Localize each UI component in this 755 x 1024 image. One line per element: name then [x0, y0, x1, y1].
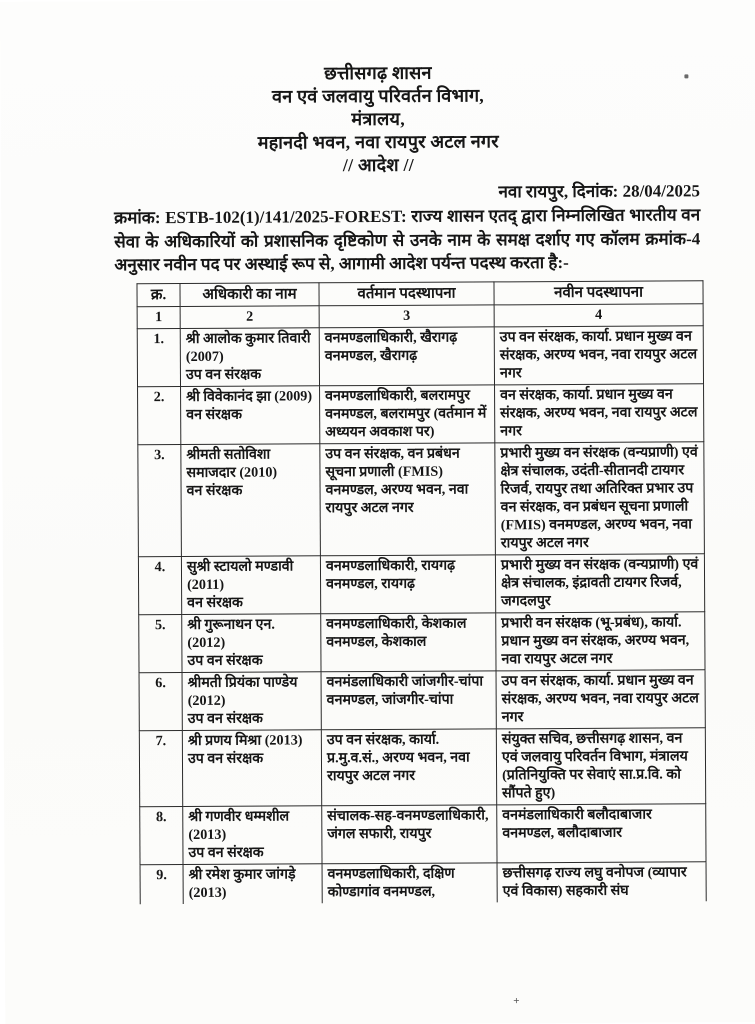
cell-new-posting: प्रभारी वन संरक्षक (भू-प्रबंध), कार्या. प्रधान मुख्य वन संरक्षक, अरण्य भवन, नवा रायपुर अटल नगर: [496, 611, 705, 670]
cell-sr: 7.: [139, 730, 182, 806]
cell-current-posting: वनमंडलाधिकारी जांजगीर-चांपा वनमण्डल, जांजगीर-चांपा: [321, 670, 496, 729]
scan-speck-artifact: [684, 74, 688, 78]
cell-new-posting: वनमंडलाधिकारी बलौदाबाजार वनमण्डल, बलौदाबाजार: [497, 803, 706, 862]
cell-sr: 4.: [138, 556, 181, 614]
cell-current-posting: वनमण्डलाधिकारी, रायगढ़ वनमण्डल, रायगढ़: [320, 554, 495, 613]
cell-sr: 8.: [140, 806, 183, 864]
table-row: [139, 669, 705, 730]
col-header-new-posting: नवीन पदस्थापना: [494, 280, 703, 304]
cell-officer-name: श्री प्रणय मिश्रा (2013) उप वन संरक्षक: [182, 729, 321, 806]
cell-current-posting: वनमण्डलाधिकारी, खैरागढ़ वनमण्डल, खैरागढ़: [319, 326, 494, 385]
cell-sr: 5.: [139, 614, 182, 672]
table-row: [140, 861, 706, 903]
table-header-row: [137, 280, 703, 306]
cell-new-posting: उप वन संरक्षक, कार्या. प्रधान मुख्य वन संरक्षक, अरण्य भवन, नवा रायपुर अटल नगर: [494, 325, 703, 384]
cell-sr: 2.: [138, 386, 181, 444]
cell-officer-name: श्री विवेकानंद झा (2009) वन संरक्षक: [181, 385, 320, 444]
cell-current-posting: उप वन संरक्षक, कार्या. प्र.मु.व.सं., अरण्य भवन, नवा रायपुर अटल नगर: [321, 728, 496, 805]
table-row: [139, 727, 705, 806]
col-number: 2: [180, 305, 319, 328]
cell-officer-name: श्रीमती सतोविशा समाजदार (2010) वन संरक्षक: [181, 443, 321, 556]
col-header-current-posting: वर्तमान पदस्थापना: [319, 281, 494, 305]
table-row: [139, 611, 705, 672]
department-name: वन एवं जलवायु परिवर्तन विभाग,: [271, 85, 485, 107]
col-number: 1: [137, 306, 180, 328]
col-number: 3: [319, 304, 494, 327]
government-name: छत्तीसगढ़ शासन: [324, 62, 432, 84]
table-row: [137, 325, 703, 386]
table-row: [138, 383, 704, 444]
cell-current-posting: वनमण्डलाधिकारी, बलरामपुर वनमण्डल, बलरामपुर (वर्तमान में अध्ययन अवकाश पर): [320, 384, 495, 443]
table-row: [138, 441, 705, 556]
col-number: 4: [494, 303, 703, 326]
cell-officer-name: श्री गुरूनाथन एन. (2012) उप वन संरक्षक: [182, 613, 321, 672]
place-and-date: नवा रायपुर, दिनांक: 28/04/2025: [498, 181, 701, 202]
ministry-line: मंत्रालय,: [351, 108, 405, 130]
col-header-officer-name: अधिकारी का नाम: [180, 282, 319, 306]
cell-sr: 6.: [139, 672, 182, 730]
cell-current-posting: वनमण्डलाधिकारी, दक्षिण कोण्डागांव वनमण्डल,: [322, 862, 497, 902]
address-line: महानदी भवन, नवा रायपुर अटल नगर: [257, 131, 499, 153]
cell-officer-name: सुश्री स्टायलो मण्डावी (2011) वन संरक्षक: [181, 555, 320, 614]
cell-sr: 1.: [137, 328, 180, 386]
intro-paragraph: क्रमांक: ESTB-102(1)/141/2025-FOREST: राज्य शासन एतद् द्वारा निम्नलिखित भारतीय वन सेवा के अधिकारियों को प्रशासनिक दृष्टिकोण से उनके नाम के समक्ष दर्शाए गए कॉलम क्रमांक-4 अनुसार नवीन पद पर अस्थाई रूप से, आगामी आदेश पर्यन्त पदस्थ करता है:-: [114, 205, 701, 275]
cell-new-posting: संयुक्त सचिव, छत्तीसगढ़ शासन, वन एवं जलवायु परिवर्तन विभाग, मंत्रालय (प्रतिनियुक्ति पर सेवाएं सा.प्र.वि. को सौंपते हुए): [496, 727, 705, 804]
cell-new-posting: प्रभारी मुख्य वन संरक्षक (वन्यप्राणी) एवं क्षेत्र संचालक, उदंती-सीतानदी टायगर रिजर्व, रायपुर तथा अतिरिक्त प्रभार उप वन संरक्षक, वन प्रबंधन सूचना प्रणाली (FMIS) वनमण्डल, अरण्य भवन, नवा रायपुर अटल नगर: [495, 441, 705, 554]
table-row: [140, 803, 706, 864]
scan-plus-artifact: +: [513, 995, 520, 1008]
cell-new-posting: वन संरक्षक, कार्या. प्रधान मुख्य वन संरक्षक, अरण्य भवन, नवा रायपुर अटल नगर: [495, 383, 704, 442]
cell-new-posting: प्रभारी मुख्य वन संरक्षक (वन्यप्राणी) एवं क्षेत्र संचालक, इंद्रावती टायगर रिजर्व, जगदलपुर: [495, 553, 704, 612]
cell-officer-name: श्री आलोक कुमार तिवारी (2007) उप वन संरक्षक: [180, 327, 319, 386]
officers-posting-table: [136, 280, 706, 904]
order-heading: // आदेश //: [342, 154, 414, 176]
cell-current-posting: संचालक-सह-वनमण्डलाधिकारी, जंगल सफारी, रायपुर: [322, 804, 497, 863]
cell-sr: 3.: [138, 444, 182, 556]
col-header-sr: क्र.: [137, 283, 180, 306]
cell-sr: 9.: [140, 864, 183, 904]
cell-officer-name: श्री रमेश कुमार जांगड़े (2013): [183, 863, 322, 903]
cell-new-posting: उप वन संरक्षक, कार्या. प्रधान मुख्य वन संरक्षक, अरण्य भवन, नवा रायपुर अटल नगर: [496, 669, 705, 728]
cell-new-posting: छत्तीसगढ़ राज्य लघु वनोपज (व्यापार एवं विकास) सहकारी संघ: [497, 861, 706, 902]
cell-current-posting: वनमण्डलाधिकारी, केशकाल वनमण्डल, केशकाल: [321, 612, 496, 671]
table-row: [138, 553, 704, 614]
cell-current-posting: उप वन संरक्षक, वन प्रबंधन सूचना प्रणाली (FMIS) वनमण्डल, अरण्य भवन, नवा रायपुर अटल नगर: [320, 442, 496, 555]
document-header: [0, 0, 755, 179]
cell-officer-name: श्रीमती प्रियंका पाण्डेय (2012) उप वन संरक्षक: [182, 671, 321, 730]
cell-officer-name: श्री गणवीर धम्मशील (2013) उप वन संरक्षक: [183, 805, 322, 864]
column-number-row: [137, 303, 703, 328]
